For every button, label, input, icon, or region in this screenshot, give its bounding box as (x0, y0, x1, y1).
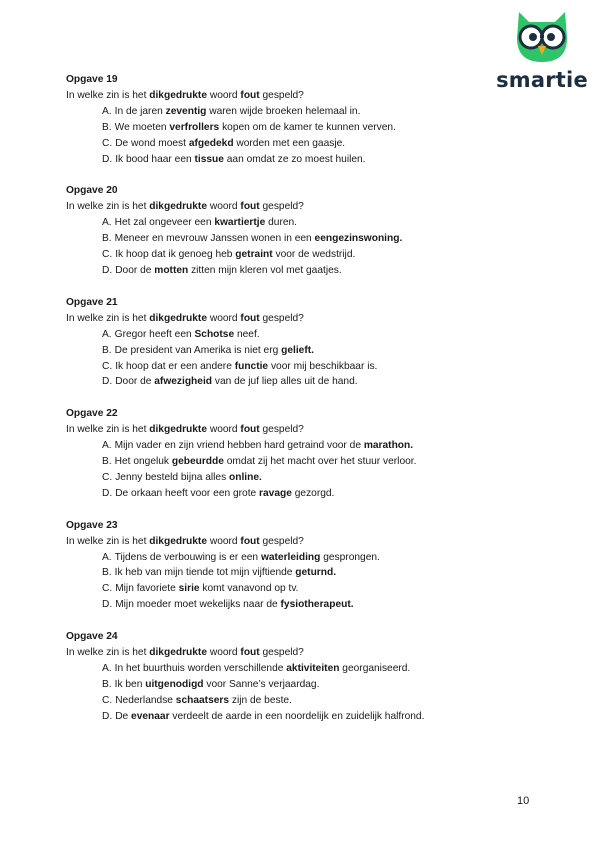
prompt-text: gespeld? (259, 424, 304, 436)
option-text: komt vanavond op tv. (199, 583, 299, 595)
option-bold-word: aktiviteiten (286, 663, 340, 674)
option-label: D. (102, 599, 113, 611)
answer-option (66, 136, 546, 152)
answer-option (66, 104, 546, 120)
option-text: Ik bood haar een (115, 153, 195, 165)
prompt-emphasis: dikgedrukte (149, 424, 207, 436)
option-bold-word: tissue (194, 153, 224, 165)
option-text: Tijdens de verbouwing is er een (114, 551, 261, 563)
page-number: 10 (517, 795, 530, 807)
prompt-text: In welke zin is het (66, 312, 150, 324)
option-label: B. (102, 121, 112, 133)
option-text: Ik hoop dat ik genoeg heb (115, 249, 236, 261)
prompt-text: In welke zin is het (66, 89, 150, 101)
option-text: Mijn vader en zijn vriend hebben hard getraind voor de (114, 440, 364, 452)
prompt-text: woord (207, 201, 241, 213)
option-label: D. (102, 376, 113, 388)
prompt-text: gespeld? (259, 312, 304, 324)
option-label: A. (102, 440, 112, 452)
prompt-emphasis: fout (240, 312, 260, 324)
option-text: Gregor heeft een (114, 328, 195, 340)
option-text: Ik heb van mijn tiende tot mijn vijftiende (114, 567, 296, 579)
prompt-text: woord (207, 535, 241, 547)
question-prompt (66, 422, 546, 438)
option-text: Door de (115, 264, 155, 276)
option-label: B. (102, 678, 112, 690)
option-label: C. (102, 137, 113, 149)
option-bold-word: kwartiertje (214, 217, 266, 229)
answer-option (66, 343, 546, 359)
answer-option (66, 709, 546, 725)
question-title: Opgave 23 (66, 519, 118, 531)
option-text: georganiseerd. (339, 663, 411, 674)
option-text: kopen om de kamer te kunnen verven. (219, 121, 396, 133)
question-block (66, 295, 546, 390)
option-text: aan omdat ze zo moest huilen. (223, 153, 366, 165)
prompt-emphasis: fout (240, 89, 260, 101)
prompt-text: gespeld? (259, 647, 304, 659)
option-bold-word: getraint (235, 249, 273, 261)
answer-option (66, 454, 546, 470)
option-text: Meneer en mevrouw Janssen wonen in een (114, 233, 315, 245)
prompt-emphasis: fout (240, 424, 260, 436)
option-text: waren wijde broeken helemaal in. (206, 105, 361, 117)
option-label: D. (102, 487, 113, 499)
option-label: B. (102, 233, 112, 245)
prompt-text: gespeld? (259, 535, 304, 547)
option-text: gezorgd. (291, 487, 335, 499)
option-label: C. (102, 471, 113, 483)
option-text: neef. (234, 328, 260, 340)
prompt-emphasis: fout (240, 647, 260, 659)
logo-text: smartie (496, 68, 588, 92)
option-label: A. (102, 217, 112, 229)
option-bold-word: online. (229, 471, 262, 483)
option-text: Mijn favoriete (115, 583, 179, 595)
prompt-emphasis: dikgedrukte (149, 201, 207, 213)
question-prompt (66, 645, 546, 661)
option-label: D. (102, 710, 113, 722)
option-text: Nederlandse (115, 694, 176, 706)
prompt-emphasis: fout (240, 535, 260, 547)
option-bold-word: waterleiding (260, 551, 321, 563)
prompt-text: gespeld? (259, 201, 304, 213)
answer-option (66, 597, 546, 613)
option-text: In de jaren (114, 105, 166, 117)
answer-option (66, 263, 546, 279)
prompt-emphasis: dikgedrukte (149, 312, 207, 324)
prompt-emphasis: dikgedrukte (149, 647, 207, 659)
option-label: C. (102, 694, 113, 706)
prompt-text: In welke zin is het (66, 424, 150, 436)
answer-option (66, 359, 546, 375)
prompt-text: woord (207, 89, 241, 101)
owl-icon (512, 8, 572, 64)
option-bold-word: afwezigheid (154, 376, 213, 388)
option-bold-word: gebeurdde (171, 456, 224, 468)
option-bold-word: zeventig (165, 105, 207, 117)
option-bold-word: ravage (259, 487, 292, 499)
option-label: A. (102, 551, 112, 563)
option-label: A. (102, 105, 112, 117)
option-text: omdat zij het macht over het stuur verloor. (223, 456, 417, 468)
answer-option (66, 693, 546, 709)
option-text: Jenny besteld bijna alles (115, 471, 230, 483)
option-label: C. (102, 583, 113, 595)
option-text: We moeten (114, 121, 170, 133)
question-block (66, 72, 546, 167)
option-text: zijn de beste. (229, 694, 292, 706)
question-prompt (66, 88, 546, 104)
option-text: worden met een gaasje. (233, 137, 346, 149)
option-text: In het buurthuis worden verschillende (114, 663, 287, 674)
option-bold-word: functie (234, 360, 269, 372)
option-text: Het zal ongeveer een (114, 217, 215, 229)
prompt-text: woord (207, 424, 241, 436)
question-block (66, 518, 546, 613)
prompt-emphasis: dikgedrukte (149, 89, 207, 101)
option-text: voor Sanne’s verjaardag. (203, 678, 320, 690)
prompt-emphasis: fout (240, 201, 260, 213)
option-text: voor mij beschikbaar is. (268, 360, 378, 372)
question-title: Opgave 19 (66, 74, 118, 85)
option-label: B. (102, 567, 112, 579)
option-text: De (115, 710, 132, 722)
question-prompt (66, 311, 546, 327)
option-label: A. (102, 663, 112, 674)
answer-option (66, 247, 546, 263)
answer-option (66, 152, 546, 168)
option-label: D. (102, 264, 113, 276)
option-text: Door de (115, 376, 155, 388)
answer-option (66, 215, 546, 231)
option-text: duren. (265, 217, 298, 229)
option-text: gesprongen. (320, 551, 380, 563)
prompt-text: In welke zin is het (66, 201, 150, 213)
answer-option (66, 486, 546, 502)
option-bold-word: Schotse (194, 328, 235, 340)
answer-option (66, 677, 546, 693)
question-block (66, 406, 546, 501)
option-label: D. (102, 153, 113, 165)
question-block (66, 629, 546, 724)
answer-option (66, 661, 546, 677)
option-bold-word: evenaar (131, 710, 170, 722)
question-title: Opgave 21 (66, 296, 118, 308)
option-bold-word: fysiotherapeut. (280, 599, 354, 611)
option-bold-word: gelieft. (281, 344, 314, 356)
option-bold-word: uitgenodigd (145, 678, 204, 690)
option-bold-word: eengezinswoning. (314, 233, 403, 245)
option-text: De orkaan heeft voor een grote (115, 487, 260, 499)
answer-option (66, 581, 546, 597)
option-text: Ik ben (114, 678, 146, 690)
option-text: Mijn moeder moet wekelijks naar de (115, 599, 281, 611)
answer-option (66, 327, 546, 343)
question-title: Opgave 20 (66, 185, 118, 197)
option-text: van de juf liep alles uit de hand. (212, 376, 358, 388)
prompt-text: In welke zin is het (66, 535, 150, 547)
answer-option (66, 470, 546, 486)
prompt-text: In welke zin is het (66, 647, 150, 659)
question-prompt (66, 534, 546, 550)
answer-option (66, 565, 546, 581)
question-title: Opgave 24 (66, 631, 118, 643)
option-text: De president van Amerika is niet erg (114, 344, 282, 356)
option-bold-word: geturnd. (295, 567, 337, 579)
option-text: Het ongeluk (114, 456, 172, 468)
option-label: C. (102, 360, 113, 372)
option-text: De wond moest (115, 137, 189, 149)
option-bold-word: verfrollers (169, 121, 220, 133)
option-label: B. (102, 344, 112, 356)
option-text: Ik hoop dat er een andere (115, 360, 235, 372)
option-bold-word: motten (154, 264, 189, 276)
prompt-text: woord (207, 647, 241, 659)
option-bold-word: schaatsers (175, 694, 230, 706)
option-label: C. (102, 249, 113, 261)
option-bold-word: afgedekd (188, 137, 234, 149)
question-list (66, 72, 546, 741)
prompt-emphasis: dikgedrukte (149, 535, 207, 547)
question-prompt (66, 199, 546, 215)
answer-option (66, 374, 546, 390)
question-title: Opgave 22 (66, 408, 118, 420)
prompt-text: woord (207, 312, 241, 324)
question-block (66, 183, 546, 278)
answer-option (66, 438, 546, 454)
option-label: A. (102, 328, 112, 340)
option-text: zitten mijn kleren vol met gaatjes. (188, 264, 342, 276)
prompt-text: gespeld? (259, 89, 304, 101)
option-text: voor de wedstrijd. (272, 249, 356, 261)
option-bold-word: marathon. (363, 440, 414, 452)
option-bold-word: sirie (178, 583, 200, 595)
option-text: verdeelt de aarde in een noordelijk en zuidelijk halfrond. (169, 710, 425, 722)
answer-option (66, 231, 546, 247)
answer-option (66, 120, 546, 136)
answer-option (66, 550, 546, 566)
option-label: B. (102, 456, 112, 468)
